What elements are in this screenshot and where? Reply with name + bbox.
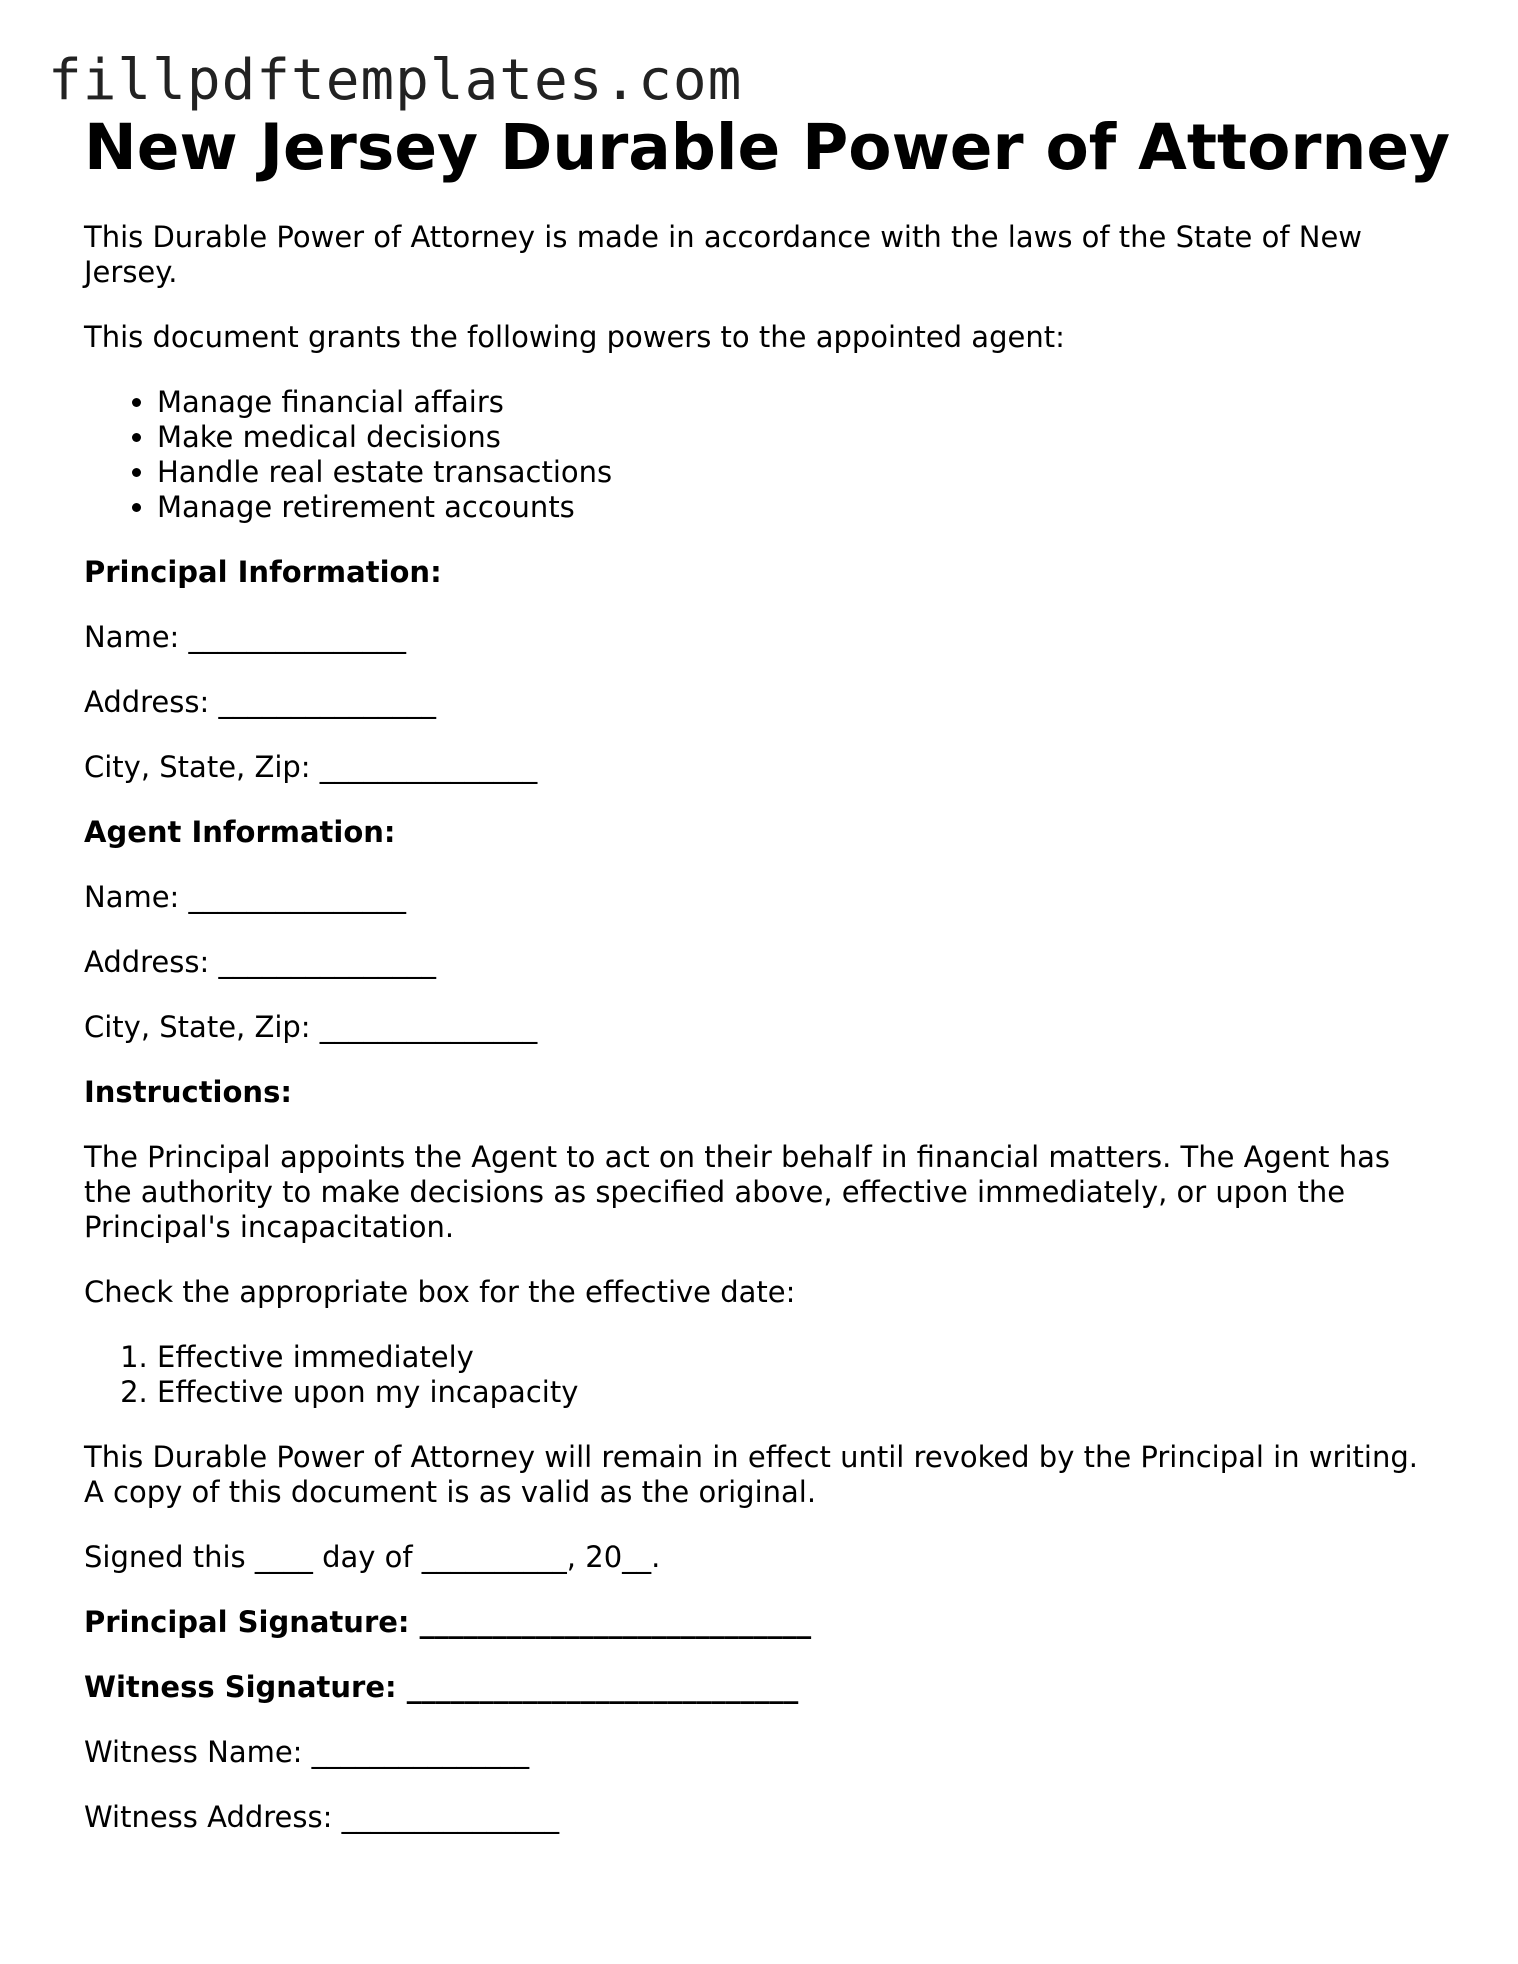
principal-heading: Principal Information: <box>84 555 442 589</box>
powers-lead: This document grants the following powers to the appointed agent: <box>84 320 1065 354</box>
instructions-heading: Instructions: <box>84 1075 292 1109</box>
agent-heading: Agent Information: <box>84 815 396 849</box>
instructions-paragraph: The Principal appoints the Agent to act on their behalf in financial matters. The Agent has the authority to make decisions as specified above, effective immediately, or upon the Principal's incapacitation. <box>84 1140 1390 1244</box>
agent-city-field[interactable]: City, State, Zip: _______________ <box>84 1010 538 1044</box>
list-item: • Manage retirement accounts <box>157 490 1444 525</box>
principal-address-field[interactable]: Address: _______________ <box>84 685 436 719</box>
list-item: • Make medical decisions <box>157 420 1444 455</box>
agent-name-field[interactable]: Name: _______________ <box>84 880 407 914</box>
document-page <box>84 108 1451 1835</box>
list-item: • Manage financial affairs <box>157 385 1444 420</box>
validity-paragraph: This Durable Power of Attorney will remain in effect until revoked by the Principal in writing. A copy of this document is as valid as the original. <box>84 1440 1418 1509</box>
principal-signature-field[interactable]: Principal Signature: ___________________________ <box>84 1605 812 1639</box>
intro-paragraph: This Durable Power of Attorney is made in accordance with the laws of the State of New Jersey. <box>84 220 1363 289</box>
effective-date-lead: Check the appropriate box for the effective date: <box>84 1275 796 1309</box>
witness-address-field[interactable]: Witness Address: _______________ <box>84 1800 560 1834</box>
powers-list <box>84 385 1444 525</box>
effective-option[interactable]: 2. Effective upon my incapacity <box>157 1375 1444 1410</box>
agent-address-field[interactable]: Address: _______________ <box>84 945 436 979</box>
witness-signature-field[interactable]: Witness Signature: ___________________________ <box>84 1670 799 1704</box>
watermark-text: fillpdftemplates.com <box>48 48 743 113</box>
effective-date-options <box>84 1340 1444 1410</box>
signed-date-line[interactable]: Signed this ____ day of __________, 20__. <box>84 1540 661 1574</box>
effective-option[interactable]: 1. Effective immediately <box>157 1340 1444 1375</box>
list-item: • Handle real estate transactions <box>157 455 1444 490</box>
document-title: New Jersey Durable Power of Attorney <box>84 111 1451 184</box>
witness-name-field[interactable]: Witness Name: _______________ <box>84 1735 530 1769</box>
principal-name-field[interactable]: Name: _______________ <box>84 620 407 654</box>
principal-city-field[interactable]: City, State, Zip: _______________ <box>84 750 538 784</box>
